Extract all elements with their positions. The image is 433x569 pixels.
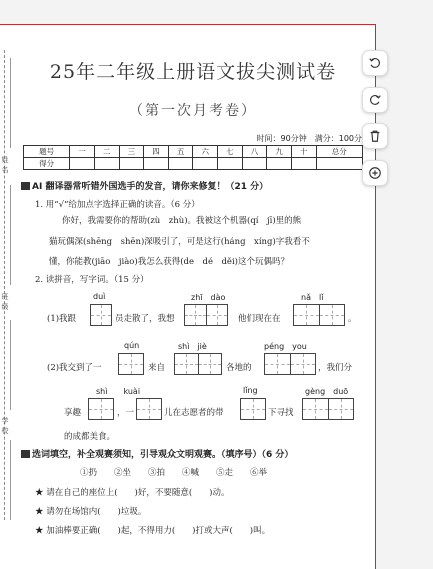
fill-text: 享趣 <box>64 408 82 418</box>
section-marker <box>21 450 30 458</box>
writing-grid[interactable] <box>184 304 228 326</box>
score-cell: 得分 <box>24 158 70 170</box>
page-title: 25年二年级上册语文拔尖测试卷 <box>49 61 337 83</box>
score-cell-empty <box>193 158 218 170</box>
score-cell-empty <box>144 158 169 170</box>
fill-line: ★ 请勿在场馆内( )垃圾。 <box>35 507 147 517</box>
fill-text: 。 <box>348 314 357 324</box>
section-heading-2 <box>21 447 293 460</box>
section-heading-1 <box>21 179 268 192</box>
writing-grid[interactable] <box>302 398 354 420</box>
score-cell-empty <box>267 158 292 170</box>
score-cell: 九 <box>267 146 292 158</box>
fill-text: ，我们分 <box>318 363 353 373</box>
score-cell-empty <box>70 158 95 170</box>
writing-grid[interactable] <box>88 398 114 420</box>
fill-text: 员走散了，我想 <box>115 314 175 324</box>
score-table-score-row <box>24 158 363 170</box>
score-cell-empty <box>291 158 316 170</box>
fill-text: 各地的 <box>226 363 252 373</box>
rotate-right-icon <box>368 93 382 107</box>
fill-text: (2)我交到了一 <box>47 363 102 373</box>
writing-grid[interactable] <box>293 304 345 326</box>
fill-text: 下寻找 <box>268 408 294 418</box>
score-cell-empty <box>218 158 243 170</box>
score-cell: 一 <box>70 146 95 158</box>
score-cell: 二 <box>94 146 119 158</box>
score-cell: 八 <box>242 146 267 158</box>
writing-grid[interactable] <box>90 304 112 326</box>
rotate-right-button[interactable] <box>362 87 388 113</box>
fill-text: ，一 <box>117 408 135 418</box>
score-table <box>23 145 363 170</box>
score-cell: 三 <box>119 146 144 158</box>
add-icon <box>368 166 382 180</box>
score-cell: 六 <box>193 146 218 158</box>
question-prompt: 2. 读拼音，写字词。（15 分） <box>35 275 149 285</box>
side-label-name: 姓名 <box>1 156 9 174</box>
question-text-line: 懂，你能教(jiāo jiào)我怎么获得(de dé děi)这个玩偶吗？ <box>49 257 289 267</box>
score-table-header-row <box>24 146 363 158</box>
writing-grid[interactable] <box>174 353 222 375</box>
pinyin-label: shì jiè <box>178 342 207 351</box>
margin-line <box>10 440 11 520</box>
rotate-left-button[interactable] <box>362 50 388 76</box>
writing-grid[interactable] <box>240 398 266 420</box>
pinyin-label: péng you <box>264 342 307 351</box>
score-cell-empty <box>119 158 144 170</box>
fill-text: 儿在志愿者的带 <box>164 408 224 418</box>
score-cell: 四 <box>144 146 169 158</box>
word-options: ①扔 ②坐 ③拍 ④喊 ⑤走 ⑥举 <box>80 468 268 478</box>
question-text-line: 猫玩偶深(shēng shēn)深吸引了，可是这行(háng xíng)字我看不 <box>49 237 310 247</box>
side-label-school: 学校 <box>1 417 9 435</box>
pinyin-label: lǐng <box>243 386 258 395</box>
score-cell-empty <box>168 158 193 170</box>
pinyin-label: zhī dào <box>191 293 226 302</box>
page-subtitle: （第一次月考卷） <box>129 103 257 119</box>
pinyin-label: duì <box>93 292 106 301</box>
section-marker <box>21 182 30 190</box>
section-heading-text: 选词填空，补全观赛须知，引导观众文明观赛。（填序号）（6 分） <box>32 450 294 460</box>
score-cell: 总分 <box>316 146 362 158</box>
margin-line <box>10 185 11 285</box>
pinyin-label: qún <box>124 341 140 350</box>
question-prompt: 1. 用“√”给加点字选择正确的读音。（6 分） <box>35 200 200 210</box>
pinyin-label: nǎ lǐ <box>301 293 324 302</box>
time-info: 时间：90分钟 满分：100分 <box>256 134 362 143</box>
score-cell: 十 <box>291 146 316 158</box>
fill-text: (1)我跟 <box>47 314 77 324</box>
binding-line <box>4 50 5 520</box>
pinyin-label: gèng duō <box>305 387 349 396</box>
section-heading-text: AI 翻译器常听错外国选手的发音，请你来修复！（21 分） <box>32 182 269 192</box>
delete-icon <box>368 129 382 143</box>
fill-text: 他们现在在 <box>238 314 281 324</box>
side-label-class: 班级 <box>1 293 9 311</box>
question-text-line: 你好，我需要你的帮助(zù zhù)。我被这个机器(qí jī)里的熊 <box>62 216 302 226</box>
score-cell-empty <box>94 158 119 170</box>
fill-line: ★ 请在自己的座位上( )好，不要随意( )动。 <box>35 488 230 498</box>
delete-button[interactable] <box>362 123 388 149</box>
fill-line: ★ 加油棒要正确( )起，不得用力( )打或大声( )叫。 <box>35 526 271 536</box>
margin-line <box>10 58 11 148</box>
score-cell: 七 <box>218 146 243 158</box>
score-cell-empty <box>316 158 362 170</box>
writing-grid[interactable] <box>118 353 144 375</box>
fill-text: 的成都美食。 <box>64 432 116 442</box>
pinyin-label: shì kuài <box>96 387 141 396</box>
fill-text: 来自 <box>148 363 166 373</box>
margin-line <box>10 320 11 410</box>
add-button[interactable] <box>362 160 388 186</box>
score-cell-empty <box>242 158 267 170</box>
writing-grid[interactable] <box>264 353 316 375</box>
writing-grid[interactable] <box>136 398 162 420</box>
score-cell: 五 <box>168 146 193 158</box>
score-cell: 题号 <box>24 146 70 158</box>
rotate-left-icon <box>368 56 382 70</box>
